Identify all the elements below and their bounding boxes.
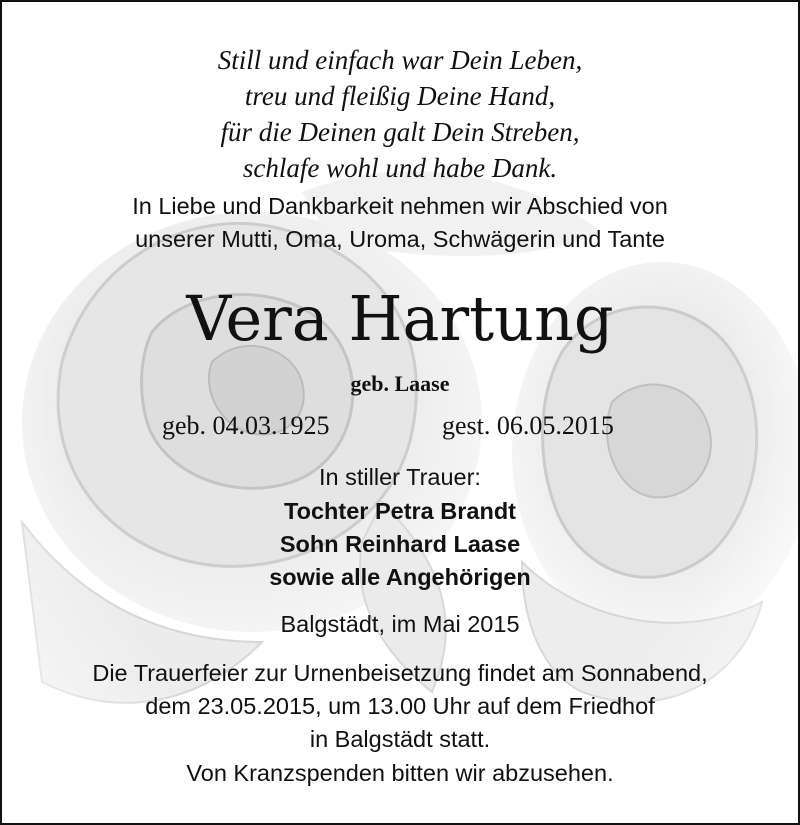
intro-line: unserer Mutti, Oma, Uroma, Schwägerin und Tante bbox=[135, 226, 665, 252]
intro-line: In Liebe und Dankbarkeit nehmen wir Abschied von bbox=[132, 193, 668, 219]
mourners-heading: In stiller Trauer: bbox=[319, 464, 481, 490]
poem-line: Still und einfach war Dein Leben, bbox=[217, 45, 583, 75]
mourner-name: sowie alle Angehörigen bbox=[269, 564, 531, 590]
birth-date: geb. 04.03.1925 bbox=[162, 411, 330, 440]
birth-name: geb. Laase bbox=[350, 371, 450, 396]
deceased-name: Vera Hartung bbox=[186, 282, 614, 355]
death-date: gest. 06.05.2015 bbox=[442, 411, 614, 440]
ceremony-line: Die Trauerfeier zur Urnenbeisetzung findet am Sonnabend, bbox=[92, 660, 708, 686]
notice-text bbox=[2, 2, 798, 823]
place-date: Balgstädt, im Mai 2015 bbox=[280, 611, 520, 637]
life-dates bbox=[2, 410, 798, 444]
poem-line: treu und fleißig Deine Hand, bbox=[244, 81, 556, 111]
mourner-name: Tochter Petra Brandt bbox=[284, 498, 516, 524]
ceremony-line: in Balgstädt statt. bbox=[309, 726, 491, 752]
poem-line: für die Deinen galt Dein Streben, bbox=[220, 117, 580, 147]
ceremony-line: Von Kranzspenden bitten wir abzusehen. bbox=[186, 760, 614, 786]
mourner-name: Sohn Reinhard Laase bbox=[279, 531, 521, 557]
poem-line: schlafe wohl und habe Dank. bbox=[242, 153, 558, 183]
ceremony-line: dem 23.05.2015, um 13.00 Uhr auf dem Friedhof bbox=[145, 693, 655, 719]
